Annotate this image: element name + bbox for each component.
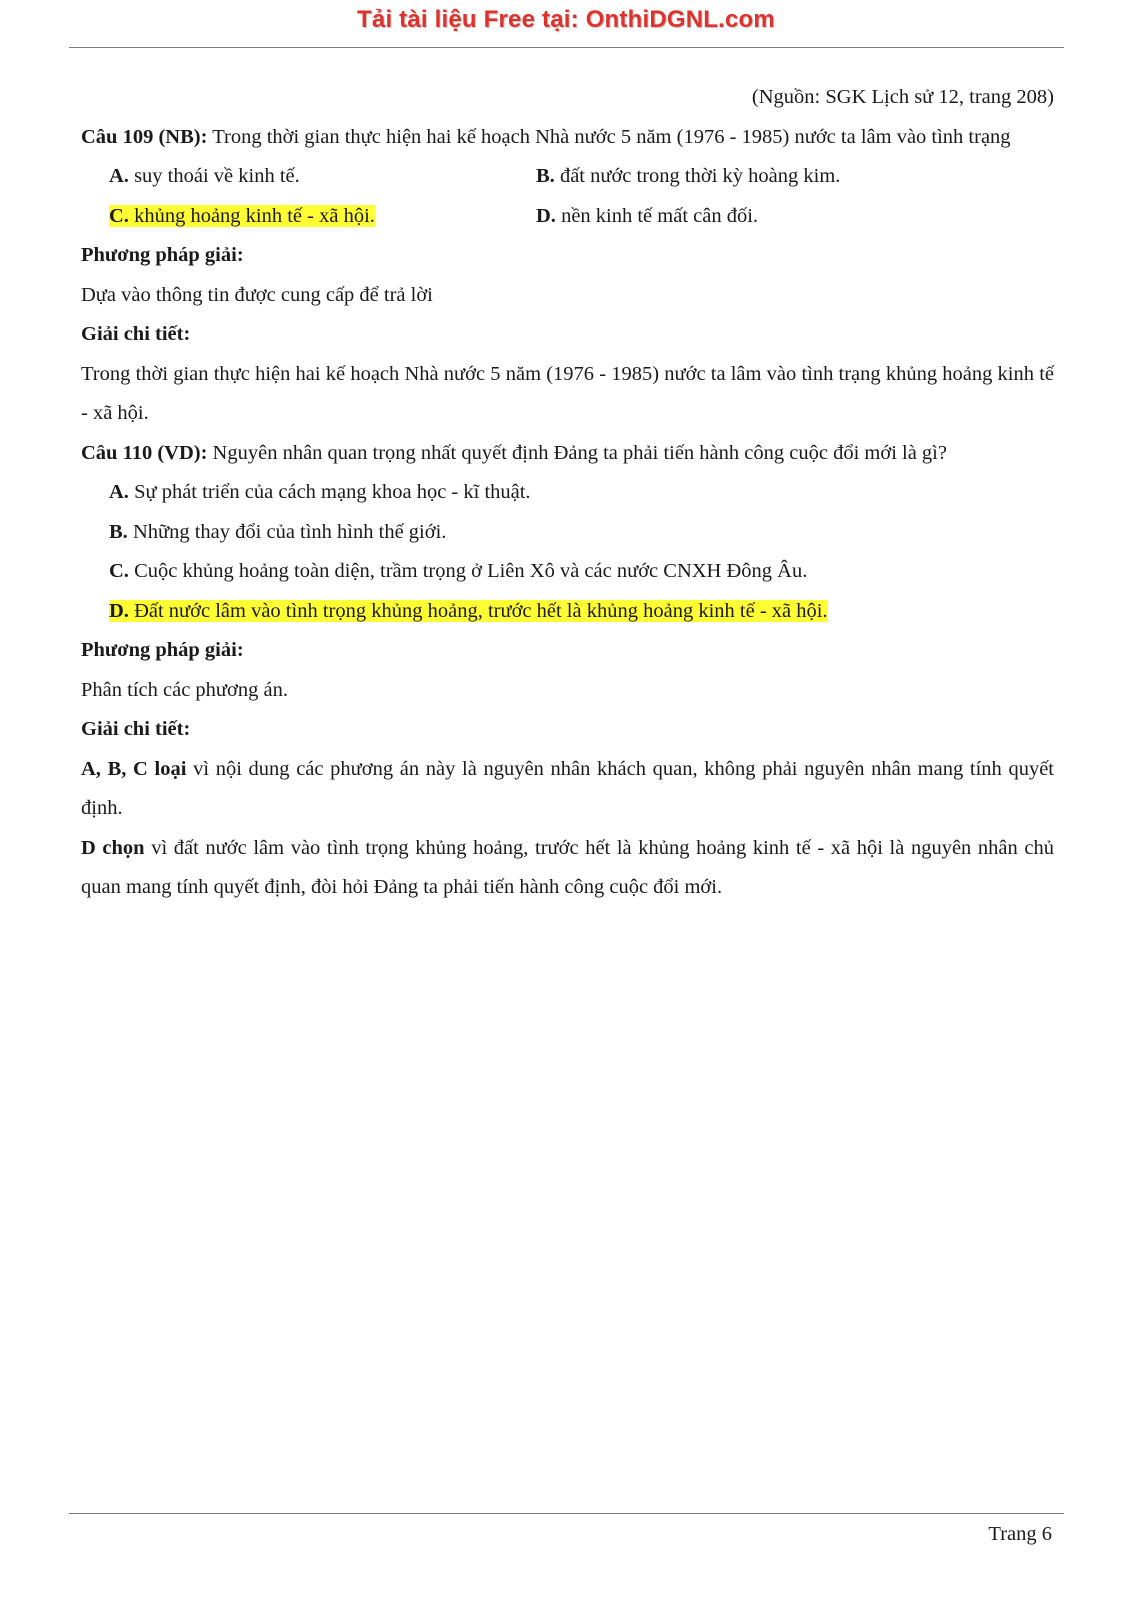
option-text: suy thoái về kinh tế. (134, 165, 300, 187)
option-key: C. (109, 560, 129, 582)
detail-text-110-1 (81, 750, 1054, 829)
option-109-a (81, 157, 536, 197)
option-text: đất nước trong thời kỳ hoàng kim. (559, 165, 841, 187)
source-citation: (Nguồn: SGK Lịch sử 12, trang 208) (751, 86, 1054, 108)
option-text: Đất nước lâm vào tình trọng khủng hoảng, trước hết là khủng hoảng kinh tế - xã hội. (134, 599, 828, 622)
method-heading-109: Phương pháp giải: (81, 244, 244, 266)
option-110-c (81, 552, 1054, 592)
question-109-text: Trong thời gian thực hiện hai kế hoạch Nhà nước 5 năm (1976 - 1985) nước ta lâm vào tình trạng (212, 125, 1011, 148)
header-title[interactable]: Tải tài liệu Free tại: OnthiDGNL.com (357, 6, 775, 33)
detail-body: vì đất nước lâm vào tình trọng khủng hoảng, trước hết là khủng hoảng kinh tế - xã hội là nguyên nhân chủ quan mang tính quyết định, đòi hỏi Đảng ta phải tiến hành công cuộc đổi mới. (81, 836, 1054, 898)
option-110-b (81, 513, 1054, 553)
correct-answer-highlight (109, 205, 375, 227)
footer-divider (69, 1513, 1064, 1514)
option-text: Những thay đổi của tình hình thế giới. (132, 520, 447, 543)
option-text: Sự phát triển của cách mạng khoa học - kĩ thuật. (134, 481, 531, 503)
option-text: khủng hoảng kinh tế - xã hội. (134, 204, 375, 227)
option-text: nền kinh tế mất cân đối. (561, 204, 759, 227)
question-109-label: Câu 109 (NB): (81, 125, 208, 148)
question-109-options-row-2 (81, 197, 1054, 237)
question-110 (81, 434, 1054, 474)
document-body (81, 78, 1054, 908)
header-divider (69, 47, 1064, 48)
option-key: B. (536, 165, 555, 187)
question-109 (81, 118, 1054, 158)
option-key: A. (109, 165, 129, 187)
correct-answer-highlight (109, 600, 828, 622)
detail-bold-lead: D chọn (81, 836, 145, 859)
option-109-c (81, 197, 536, 237)
method-text-109: Dựa vào thông tin được cung cấp để trả lời (81, 283, 433, 306)
page-number: Trang 6 (988, 1523, 1052, 1545)
detail-bold-lead: A, B, C loại (81, 757, 187, 780)
option-key: D. (536, 204, 556, 227)
option-key: C. (109, 204, 129, 227)
option-key: B. (109, 520, 128, 543)
method-text-110: Phân tích các phương án. (81, 678, 288, 701)
question-110-label: Câu 110 (VD): (81, 441, 208, 464)
detail-heading-110: Giải chi tiết: (81, 718, 191, 740)
option-109-d (536, 197, 1054, 237)
detail-body: vì nội dung các phương án này là nguyên nhân khách quan, không phải nguyên nhân mang tính quyết định. (81, 757, 1054, 819)
detail-text-110-2 (81, 829, 1054, 908)
detail-heading-109: Giải chi tiết: (81, 323, 191, 345)
question-109-options-row-1 (81, 157, 1054, 197)
option-110-d (81, 592, 1054, 632)
option-key: A. (109, 481, 129, 503)
detail-text-109: Trong thời gian thực hiện hai kế hoạch Nhà nước 5 năm (1976 - 1985) nước ta lâm vào tình trạng khủng hoảng kinh tế - xã hội. (81, 362, 1054, 424)
question-110-text: Nguyên nhân quan trọng nhất quyết định Đảng ta phải tiến hành công cuộc đổi mới là gì? (212, 441, 947, 464)
option-109-b (536, 157, 1054, 197)
option-text: Cuộc khủng hoảng toàn diện, trầm trọng ở Liên Xô và các nước CNXH Đông Âu. (134, 560, 808, 582)
option-key: D. (109, 599, 129, 622)
method-heading-110: Phương pháp giải: (81, 639, 244, 661)
option-110-a (81, 473, 1054, 513)
